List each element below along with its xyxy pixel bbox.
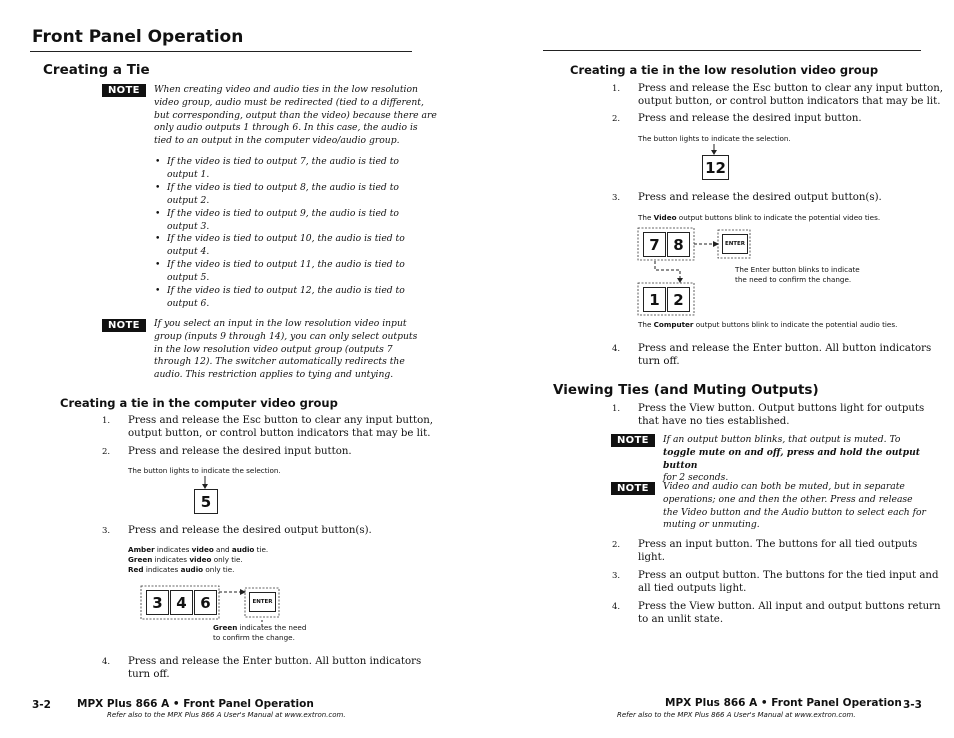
page-title: Front Panel Operation — [32, 27, 244, 47]
list-item: • If the video is tied to output 8, the audio is tied to output 2. — [167, 182, 399, 208]
step-2: 2. Press and release the desired input button. — [102, 446, 352, 457]
caption-button-lights: The button lights to indicate the selection. — [638, 134, 791, 143]
note-badge: NOTE — [102, 319, 146, 332]
step-1: 1. Press and release the Esc button to clear any input button, output button, or control button indicators that may be lit. — [102, 415, 434, 439]
step-1: 1. Press and release the Esc button to clear any input button, output button, or control button indicators that may be lit. — [612, 83, 944, 107]
note-badge: NOTE — [611, 482, 655, 495]
footer-reference: Refer also to the MPX Plus 866 A User's Manual at www.extron.com. — [107, 711, 346, 719]
video-output-button-8[interactable]: 8 — [667, 232, 690, 257]
list-item: • If the video is tied to output 12, the audio is tied to output 6. — [167, 285, 405, 311]
caption-enter-blink: The Enter button blinks to indicate the need to confirm the change. — [735, 265, 860, 284]
view-step-2: 2. Press an input button. The buttons for all tied outputs light. — [612, 539, 918, 563]
caption-computer-blink: The Computer output buttons blink to indicate the potential audio ties. — [638, 320, 898, 329]
section-title-creating-tie: Creating a Tie — [43, 62, 150, 78]
computer-output-button-1[interactable]: 1 — [643, 287, 666, 312]
input-button-5[interactable]: 5 — [194, 489, 218, 514]
step-3: 3. Press and release the desired output button(s). — [102, 525, 372, 536]
enter-button[interactable]: ENTER — [722, 234, 748, 254]
view-step-4: 4. Press the View button. All input and output buttons return to an unlit state. — [612, 601, 941, 625]
output-button-3[interactable]: 3 — [146, 590, 169, 615]
output-button-4[interactable]: 4 — [170, 590, 193, 615]
enter-button[interactable]: ENTER — [249, 592, 276, 612]
list-item: • If the video is tied to output 9, the audio is tied to output 3. — [167, 208, 399, 234]
note-text: If you select an input in the low resolution video input group (inputs 9 through 14), you can only select outputs in the low resolution video output group (outputs 7 through 12). The switcher automatically redirects the audio. This restriction applies to tying and untying. — [154, 318, 418, 381]
output-button-6[interactable]: 6 — [194, 590, 217, 615]
note-text: Video and audio can both be muted, but in separate operations; one and then the other. Press and release the Video button and the Audio button to select each for muting or unmuting. — [663, 481, 926, 531]
footer-page-number: 3-2 — [32, 699, 51, 711]
footer-title: MPX Plus 866 A • Front Panel Operation — [665, 697, 902, 709]
note-badge: NOTE — [611, 434, 655, 447]
subsection-title-computer-video: Creating a tie in the computer video group — [60, 396, 338, 410]
step-4: 4. Press and release the Enter button. All button indicators turn off. — [612, 343, 932, 367]
footer-title: MPX Plus 866 A • Front Panel Operation — [77, 698, 314, 710]
note-text: When creating video and audio ties in the low resolution video group, audio must be redirected (tied to a different, but corresponding, output than the video) because there are only audio outputs 1 through 6. In this case, the audio is tied to an output in the computer video/audio group. — [154, 84, 437, 147]
view-step-1: 1. Press the View button. Output buttons light for outputs that have no ties established. — [612, 403, 925, 427]
view-step-3: 3. Press an output button. The buttons for the tied input and all tied outputs light. — [612, 570, 939, 594]
list-item: • If the video is tied to output 10, the audio is tied to output 4. — [167, 233, 405, 259]
video-output-button-7[interactable]: 7 — [643, 232, 666, 257]
note-badge: NOTE — [102, 84, 146, 97]
footer-reference: Refer also to the MPX Plus 866 A User's Manual at www.extron.com. — [617, 711, 856, 719]
list-item: • If the video is tied to output 7, the audio is tied to output 1. — [167, 156, 399, 182]
section-title-viewing-ties: Viewing Ties (and Muting Outputs) — [553, 382, 819, 398]
caption-button-lights: The button lights to indicate the selection. — [128, 466, 281, 475]
step-3: 3. Press and release the desired output button(s). — [612, 192, 882, 203]
legend-amber: Amber indicates video and audio tie. — [128, 545, 269, 554]
legend-red: Red indicates audio only tie. — [128, 565, 235, 574]
caption-green-confirm: Green indicates the need — [213, 623, 307, 632]
step-4: 4. Press and release the Enter button. All button indicators turn off. — [102, 656, 422, 680]
input-button-12[interactable]: 12 — [702, 155, 729, 180]
note-text: If an output button blinks, that output is muted. To toggle mute on and off, press and hold the output button for 2 seconds. — [663, 434, 921, 484]
subsection-title-low-res: Creating a tie in the low resolution video group — [570, 63, 879, 77]
list-item: • If the video is tied to output 11, the audio is tied to output 5. — [167, 259, 405, 285]
computer-output-button-2[interactable]: 2 — [667, 287, 690, 312]
caption-green-confirm-2: to confirm the change. — [213, 633, 295, 642]
footer-page-number: 3-3 — [903, 699, 922, 711]
caption-video-blink: The Video output buttons blink to indicate the potential video ties. — [638, 213, 881, 222]
step-2: 2. Press and release the desired input button. — [612, 113, 862, 124]
legend-green: Green indicates video only tie. — [128, 555, 243, 564]
